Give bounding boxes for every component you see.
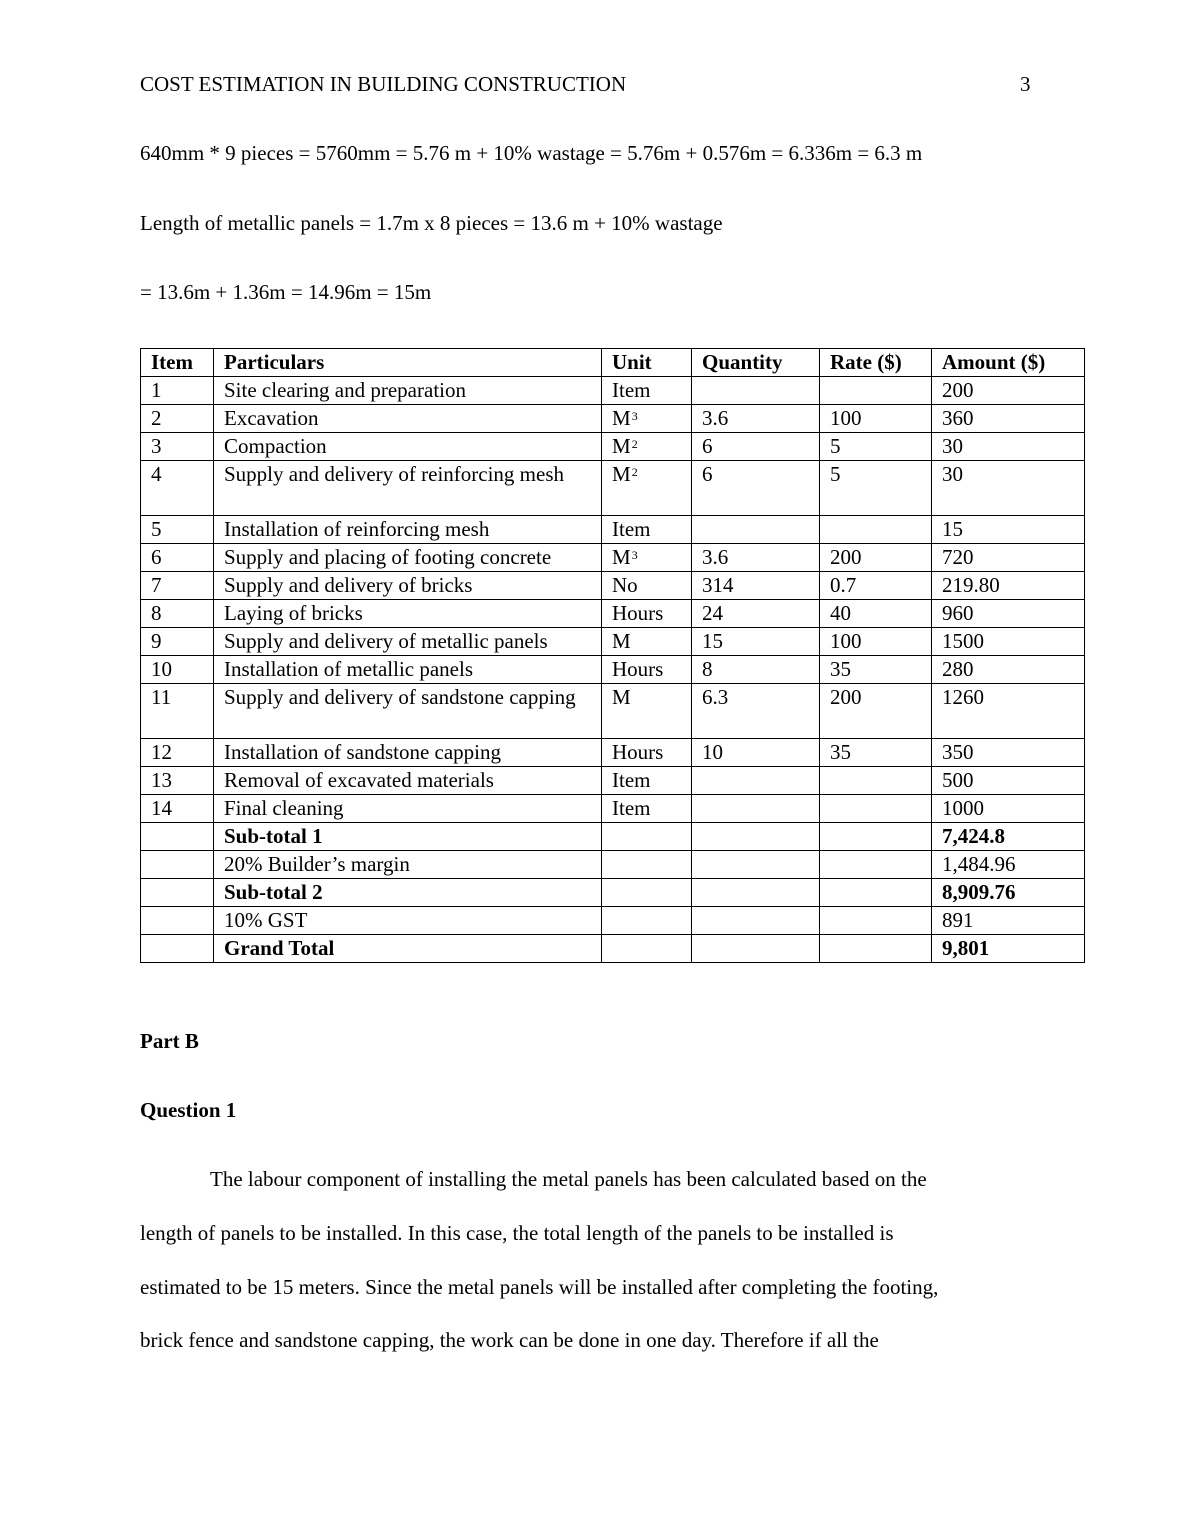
cell-quantity [692, 516, 820, 544]
cell-unit [602, 628, 692, 656]
cell-particulars: Site clearing and preparation [214, 377, 602, 405]
cell-item: 13 [141, 767, 214, 795]
part-b-heading: Part B [140, 1029, 199, 1053]
cell-quantity: 314 [692, 572, 820, 600]
summary-label: Grand Total [214, 935, 602, 963]
cell-unit [602, 461, 692, 516]
unit-label: M [612, 434, 631, 458]
cell-rate [820, 795, 932, 823]
cell-unit [602, 377, 692, 405]
cell-amount: 15 [932, 516, 1085, 544]
cell-particulars: Excavation [214, 405, 602, 433]
cell-particulars: Supply and delivery of bricks [214, 572, 602, 600]
cell-particulars: Installation of sandstone capping [214, 739, 602, 767]
calculation-line-sandstone: 640mm * 9 pieces = 5760mm = 5.76 m + 10% wastage = 5.76m + 0.576m = 6.336m = 6.3 m [140, 141, 923, 165]
summary-amount: 7,424.8 [932, 823, 1085, 851]
cell-unit [602, 767, 692, 795]
cell-rate [820, 907, 932, 935]
table-row [141, 739, 1085, 767]
paragraph-line: brick fence and sandstone capping, the work can be done in one day. Therefore if all the [140, 1328, 879, 1352]
header-item: Item [141, 349, 214, 377]
summary-row [141, 879, 1085, 907]
cell-particulars: Laying of bricks [214, 600, 602, 628]
cell-amount: 219.80 [932, 572, 1085, 600]
cell-unit [602, 572, 692, 600]
cell-item: 6 [141, 544, 214, 572]
cell-item: 8 [141, 600, 214, 628]
cell-rate [820, 767, 932, 795]
cell-quantity [692, 851, 820, 879]
cell-rate: 200 [820, 684, 932, 739]
cell-rate: 100 [820, 628, 932, 656]
table-row [141, 628, 1085, 656]
cell-unit [602, 795, 692, 823]
table-row [141, 405, 1085, 433]
unit-label: Hours [612, 657, 664, 681]
cell-item: 11 [141, 684, 214, 739]
cell-rate: 5 [820, 433, 932, 461]
cell-rate: 35 [820, 739, 932, 767]
cell-rate [820, 516, 932, 544]
question-1-heading: Question 1 [140, 1098, 237, 1122]
cell-quantity: 6 [692, 433, 820, 461]
paragraph-line: length of panels to be installed. In this case, the total length of the panels to be installed is [140, 1221, 894, 1245]
page-number: 3 [1020, 72, 1031, 96]
cell-amount: 1000 [932, 795, 1085, 823]
cell-unit [602, 405, 692, 433]
running-header-title: COST ESTIMATION IN BUILDING CONSTRUCTION [140, 72, 627, 96]
cell-particulars: Supply and delivery of sandstone capping [214, 684, 602, 739]
calculation-line-metallic-total: = 13.6m + 1.36m = 14.96m = 15m [140, 280, 432, 304]
calculation-line-metallic-panels: Length of metallic panels = 1.7m x 8 pieces = 13.6 m + 10% wastage [140, 211, 723, 235]
summary-label: Sub-total 1 [214, 823, 602, 851]
table-row [141, 377, 1085, 405]
paragraph-line: The labour component of installing the metal panels has been calculated based on the [210, 1167, 927, 1191]
cell-particulars: Installation of reinforcing mesh [214, 516, 602, 544]
cell-quantity [692, 795, 820, 823]
unit-exponent: 2 [631, 437, 638, 451]
cell-rate: 100 [820, 405, 932, 433]
summary-row [141, 907, 1085, 935]
cell-rate: 5 [820, 461, 932, 516]
cell-quantity [692, 879, 820, 907]
cell-item: 10 [141, 656, 214, 684]
cell-unit [602, 516, 692, 544]
unit-label: M [612, 462, 631, 486]
unit-label: Hours [612, 740, 664, 764]
cell-amount: 360 [932, 405, 1085, 433]
cell-item [141, 823, 214, 851]
unit-exponent: 3 [631, 548, 638, 562]
cell-unit [602, 544, 692, 572]
table-header-row [141, 349, 1085, 377]
table-body [141, 377, 1085, 963]
unit-label: M [612, 685, 631, 709]
summary-row [141, 935, 1085, 963]
cell-quantity: 8 [692, 656, 820, 684]
cell-quantity: 6.3 [692, 684, 820, 739]
table-row [141, 600, 1085, 628]
unit-label: Hours [612, 601, 664, 625]
table-row [141, 767, 1085, 795]
cell-item: 3 [141, 433, 214, 461]
cell-rate: 200 [820, 544, 932, 572]
header-unit: Unit [602, 349, 692, 377]
summary-amount: 9,801 [932, 935, 1085, 963]
cell-rate [820, 851, 932, 879]
unit-label: No [612, 573, 638, 597]
cell-particulars: Final cleaning [214, 795, 602, 823]
unit-label: Item [612, 768, 651, 792]
table-row [141, 656, 1085, 684]
cell-unit [602, 600, 692, 628]
cell-unit [602, 823, 692, 851]
unit-label: M [612, 629, 631, 653]
cell-unit [602, 935, 692, 963]
summary-row [141, 823, 1085, 851]
cell-particulars: Installation of metallic panels [214, 656, 602, 684]
cost-estimate-table [140, 348, 1085, 963]
summary-amount: 1,484.96 [932, 851, 1085, 879]
summary-amount: 891 [932, 907, 1085, 935]
header-rate: Rate ($) [820, 349, 932, 377]
cell-rate [820, 935, 932, 963]
cell-item [141, 851, 214, 879]
unit-exponent: 2 [631, 465, 638, 479]
unit-label: Item [612, 796, 651, 820]
cell-particulars: Removal of excavated materials [214, 767, 602, 795]
cell-item [141, 935, 214, 963]
cell-item: 9 [141, 628, 214, 656]
header-quantity: Quantity [692, 349, 820, 377]
table-row [141, 684, 1085, 739]
cell-quantity: 3.6 [692, 544, 820, 572]
cell-quantity: 24 [692, 600, 820, 628]
cell-unit [602, 879, 692, 907]
cell-item [141, 907, 214, 935]
table-row [141, 461, 1085, 516]
cell-rate [820, 377, 932, 405]
cell-amount: 1500 [932, 628, 1085, 656]
table-row [141, 516, 1085, 544]
cell-item: 14 [141, 795, 214, 823]
cell-quantity [692, 377, 820, 405]
cell-rate: 35 [820, 656, 932, 684]
cell-unit [602, 907, 692, 935]
cell-amount: 500 [932, 767, 1085, 795]
cell-item: 1 [141, 377, 214, 405]
cell-amount: 30 [932, 461, 1085, 516]
cell-particulars: Supply and placing of footing concrete [214, 544, 602, 572]
table-row [141, 433, 1085, 461]
unit-exponent: 3 [631, 409, 638, 423]
cell-particulars: Supply and delivery of metallic panels [214, 628, 602, 656]
cell-quantity: 15 [692, 628, 820, 656]
cell-rate [820, 879, 932, 907]
cell-item [141, 879, 214, 907]
cell-amount: 960 [932, 600, 1085, 628]
summary-amount: 8,909.76 [932, 879, 1085, 907]
cell-item: 7 [141, 572, 214, 600]
unit-label: Item [612, 517, 651, 541]
cell-particulars: Supply and delivery of reinforcing mesh [214, 461, 602, 516]
cell-quantity: 10 [692, 739, 820, 767]
cell-amount: 280 [932, 656, 1085, 684]
table-row [141, 544, 1085, 572]
cell-rate [820, 823, 932, 851]
unit-label: Item [612, 378, 651, 402]
header-amount: Amount ($) [932, 349, 1085, 377]
cell-item: 5 [141, 516, 214, 544]
summary-row [141, 851, 1085, 879]
summary-label: Sub-total 2 [214, 879, 602, 907]
cell-rate: 40 [820, 600, 932, 628]
cell-item: 4 [141, 461, 214, 516]
cell-rate: 0.7 [820, 572, 932, 600]
table-row [141, 572, 1085, 600]
cell-amount: 200 [932, 377, 1085, 405]
header-particulars: Particulars [214, 349, 602, 377]
cell-quantity [692, 767, 820, 795]
paragraph-line: estimated to be 15 meters. Since the metal panels will be installed after completing the footing, [140, 1275, 939, 1299]
cell-quantity [692, 935, 820, 963]
cell-amount: 720 [932, 544, 1085, 572]
cell-item: 12 [141, 739, 214, 767]
table-row [141, 795, 1085, 823]
unit-label: M [612, 545, 631, 569]
cell-unit [602, 656, 692, 684]
cell-quantity [692, 907, 820, 935]
cell-unit [602, 684, 692, 739]
cell-amount: 30 [932, 433, 1085, 461]
cell-unit [602, 851, 692, 879]
cell-amount: 350 [932, 739, 1085, 767]
cell-unit [602, 739, 692, 767]
summary-label: 20% Builder’s margin [214, 851, 602, 879]
cell-unit [602, 433, 692, 461]
summary-label: 10% GST [214, 907, 602, 935]
cell-quantity: 6 [692, 461, 820, 516]
unit-label: M [612, 406, 631, 430]
cell-item: 2 [141, 405, 214, 433]
cell-quantity [692, 823, 820, 851]
cell-particulars: Compaction [214, 433, 602, 461]
cell-amount: 1260 [932, 684, 1085, 739]
cell-quantity: 3.6 [692, 405, 820, 433]
